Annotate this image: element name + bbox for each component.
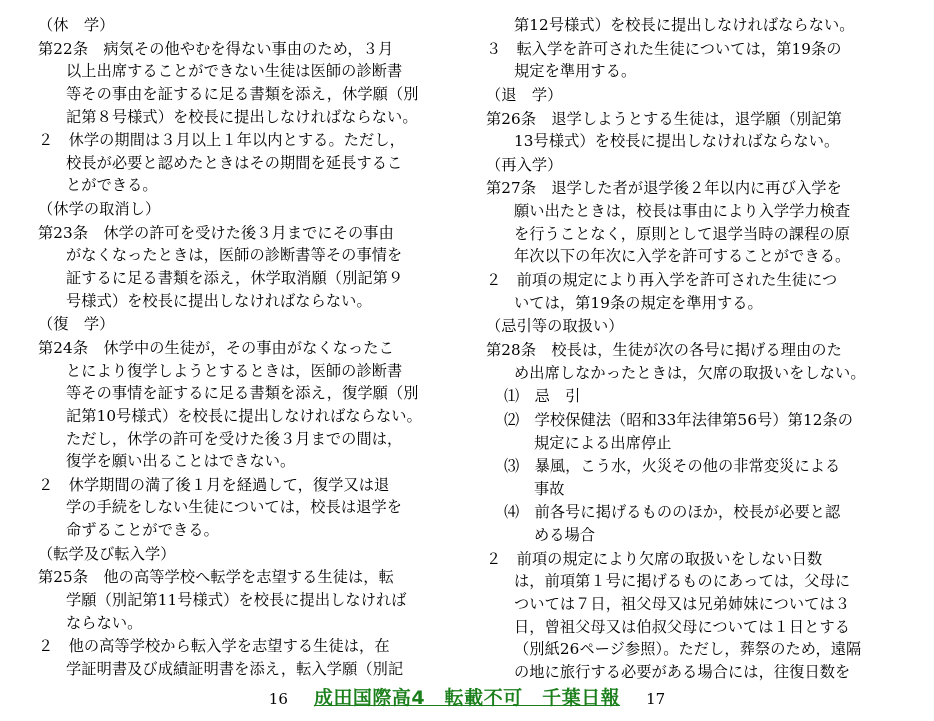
sub-item-line: ⑵ 学校保健法（昭和33年法律第56号）第12条の bbox=[504, 410, 854, 429]
sub-item-line: ⑶ 暴風，こう水，火災その他の非常変災による bbox=[504, 457, 841, 476]
article-line: 記第８号様式）を校長に提出しなければならない。 bbox=[66, 107, 418, 126]
article-paragraph bbox=[26, 222, 460, 313]
article-line: とにより復学しようとするときは，医師の診断書 bbox=[66, 361, 403, 380]
article-line: を行うことなく，原則として退学当時の課程の原 bbox=[514, 224, 851, 243]
section-heading: （忌引等の取扱い） bbox=[486, 317, 624, 336]
sub-item bbox=[474, 455, 908, 500]
article-line: ならない。 bbox=[66, 613, 143, 632]
article-line: 記第10号様式）を校長に提出しなければならない。 bbox=[66, 406, 422, 425]
watermark-text: 成田国際高4 転載不可 千葉日報 bbox=[313, 687, 621, 709]
article-line: 以上出席することができない生徒は医師の診断書 bbox=[66, 62, 403, 81]
sub-item-line: 事故 bbox=[534, 479, 565, 498]
article-line: 学願（別記第11号様式）を校長に提出しなければ bbox=[66, 591, 407, 610]
article-paragraph bbox=[26, 566, 460, 634]
article-paragraph bbox=[26, 38, 460, 129]
article-line: め出席しなかったときは，欠席の取扱いをしない。 bbox=[514, 363, 866, 382]
right-column bbox=[474, 14, 908, 681]
clause-line: いては，第19条の規定を準用する。 bbox=[514, 293, 763, 312]
clause-line: 校長が必要と認めたときはその期間を延長するこ bbox=[66, 153, 403, 172]
clause-line: ２ 休学期間の満了後１月を経過して，復学又は退 bbox=[38, 475, 390, 494]
clause-line: （別紙26ページ参照）。ただし，葬祭のため，遠隔 bbox=[514, 640, 862, 659]
article-line: ただし，休学の許可を受けた後３月までの間は， bbox=[66, 429, 403, 448]
clause-line: ２ 前項の規定により再入学を許可された生徒につ bbox=[486, 271, 838, 290]
clause-line: とができる。 bbox=[66, 176, 158, 195]
article-line: 証するに足る書類を添え，休学取消願（別記第９ bbox=[66, 269, 404, 288]
article-line: 第24条 休学中の生徒が，その事由がなくなったこ bbox=[38, 338, 394, 357]
section-heading: （再入学） bbox=[486, 155, 563, 174]
article-line: 13号様式）を校長に提出しなければならない。 bbox=[514, 132, 840, 151]
clause-line: 学証明書及び成績証明書を添え，転入学願（別記 bbox=[66, 659, 404, 678]
article-line: 第12号様式）を校長に提出しなければならない。 bbox=[514, 16, 855, 34]
left-column bbox=[26, 14, 460, 678]
sub-item-line: める場合 bbox=[534, 526, 596, 545]
sub-item bbox=[474, 409, 908, 454]
sub-item-line: ⑷ 前各号に掲げるもののほか，校長が必要と認 bbox=[504, 503, 841, 522]
article-line: 復学を願い出ることはできない。 bbox=[66, 452, 296, 471]
article-line: 号様式）を校長に提出しなければならない。 bbox=[66, 291, 372, 310]
sub-item-line: 規定による出席停止 bbox=[534, 433, 672, 452]
section-heading: （復 学） bbox=[38, 315, 115, 334]
page-number-right: 17 bbox=[646, 690, 666, 708]
sub-item-line: ⑴ 忌 引 bbox=[504, 387, 581, 406]
clause-line: ２ 他の高等学校から転入学を志望する生徒は，在 bbox=[38, 637, 390, 656]
clause-paragraph bbox=[26, 129, 460, 197]
clause-paragraph bbox=[474, 269, 908, 314]
clause-line: は，前項第１号に掲げるものにあっては，父母に bbox=[514, 572, 851, 591]
article-paragraph bbox=[474, 108, 908, 153]
clause-line: ２ 休学の期間は３月以上１年以内とする。ただし， bbox=[38, 131, 405, 150]
clause-paragraph bbox=[474, 38, 908, 83]
article-line: 第25条 他の高等学校へ転学を志望する生徒は，転 bbox=[38, 568, 394, 587]
article-line: 第23条 休学の許可を受けた後３月までにその事由 bbox=[38, 223, 394, 242]
clause-line: ３ 転入学を許可された生徒については，第19条の bbox=[486, 39, 842, 58]
sub-item bbox=[474, 501, 908, 546]
section-heading: （転学及び転入学） bbox=[38, 544, 176, 563]
article-line: 等その事由を証するに足る書類を添え，休学願（別 bbox=[66, 84, 419, 103]
clause-paragraph bbox=[474, 548, 908, 684]
article-paragraph bbox=[474, 177, 908, 268]
clause-line: 規定を準用する。 bbox=[514, 62, 637, 81]
article-paragraph bbox=[26, 337, 460, 473]
article-line: 年次以下の年次に入学を許可することができる。 bbox=[514, 247, 851, 266]
article-line: 願い出たときは，校長は事由により入学学力検査 bbox=[514, 202, 851, 221]
article-line: 第26条 退学しようとする生徒は，退学願（別記第 bbox=[486, 109, 842, 128]
clause-line: ２ 前項の規定により欠席の取扱いをしない日数 bbox=[486, 549, 823, 568]
section-heading: （退 学） bbox=[486, 85, 563, 104]
clause-paragraph bbox=[26, 474, 460, 542]
page-number-left: 16 bbox=[268, 690, 288, 708]
article-paragraph bbox=[474, 339, 908, 384]
page-footer bbox=[0, 672, 934, 721]
clause-line: 命ずることができる。 bbox=[66, 521, 219, 540]
article-line: 等その事情を証するに足る書類を添え，復学願（別 bbox=[66, 384, 419, 403]
sub-item bbox=[474, 385, 908, 408]
section-heading: （休学の取消し） bbox=[38, 200, 161, 219]
clause-line: の地に旅行する必要がある場合には，往復日数を bbox=[514, 662, 851, 681]
article-line: 第27条 退学した者が退学後２年以内に再び入学を bbox=[486, 179, 842, 198]
article-line: 第22条 病気その他やむを得ない事由のため，３月 bbox=[38, 39, 394, 58]
clause-line: 学の手続をしない生徒については，校長は退学を bbox=[66, 498, 403, 517]
article-line: 第28条 校長は，生徒が次の各号に掲げる理由のた bbox=[486, 340, 842, 359]
article-continuation bbox=[474, 14, 908, 37]
clause-line: 日，曾祖父母又は伯叔父母については１日とする bbox=[514, 617, 851, 636]
section-heading: （休 学） bbox=[38, 16, 115, 34]
clause-line: ついては７日，祖父母又は兄弟姉妹については３ bbox=[514, 595, 851, 614]
article-line: がなくなったときは，医師の診断書等その事情を bbox=[66, 246, 403, 265]
